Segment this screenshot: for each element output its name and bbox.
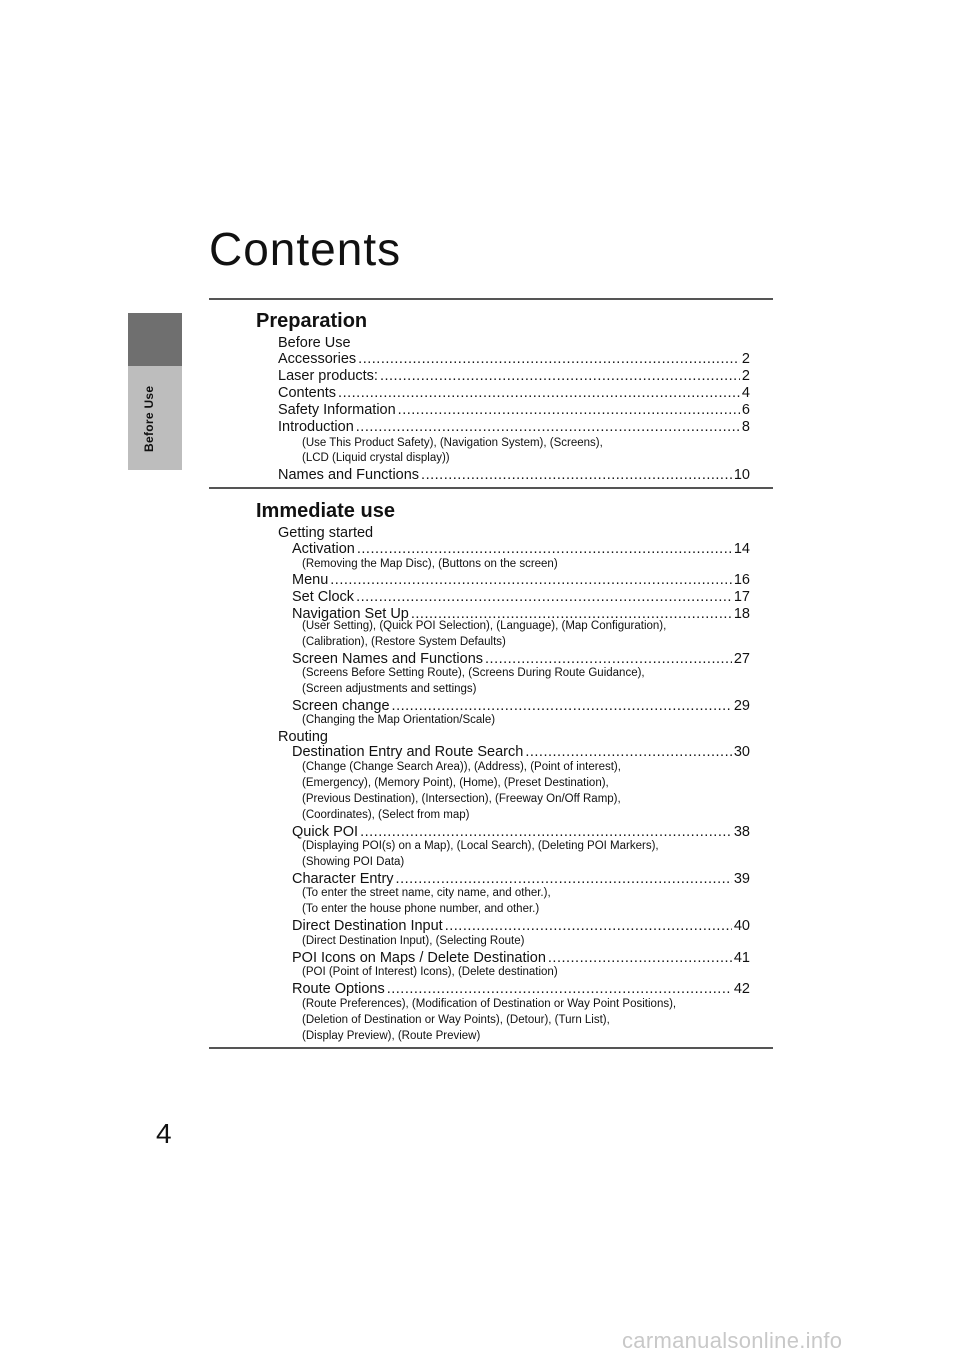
leader-dots <box>356 419 740 436</box>
toc-subtopics: (Screen adjustments and settings) <box>302 683 477 695</box>
toc-entry-label: Direct Destination Input <box>292 918 443 934</box>
group-heading-before-use: Before Use <box>278 335 351 351</box>
watermark: carmanualsonline.info <box>622 1328 843 1353</box>
toc-entry[interactable] <box>278 351 750 368</box>
leader-dots <box>398 402 740 419</box>
toc-entry[interactable] <box>292 918 750 935</box>
toc-entry[interactable] <box>292 589 750 606</box>
group-heading-routing: Routing <box>278 729 328 745</box>
toc-entry-page: 8 <box>741 419 750 435</box>
section-heading-immediate-use: Immediate use <box>256 500 395 522</box>
leader-dots <box>380 368 740 385</box>
toc-entry[interactable] <box>278 419 750 436</box>
toc-subtopics: (Display Preview), (Route Preview) <box>302 1030 481 1042</box>
toc-entry-label: Laser products: <box>278 368 378 384</box>
toc-subtopics: (Removing the Map Disc), (Buttons on the screen) <box>302 558 558 570</box>
toc-subtopics: (POI (Point of Interest) Icons), (Delete destination) <box>302 966 558 978</box>
toc-entry-page: 41 <box>733 950 750 966</box>
toc-entry-label: Route Options <box>292 981 385 997</box>
toc-entry-label: Set Clock <box>292 589 355 605</box>
toc-entry-page: 16 <box>733 572 750 588</box>
page-number: 4 <box>156 1118 172 1149</box>
toc-subtopics: (Previous Destination), (Intersection), (Freeway On/Off Ramp), <box>302 793 621 805</box>
toc-entry-page: 40 <box>733 918 750 934</box>
toc-entry-label: Contents <box>278 385 337 401</box>
toc-subtopics: (To enter the street name, city name, and other.), <box>302 887 551 899</box>
toc-subtopics: (Changing the Map Orientation/Scale) <box>302 714 496 726</box>
toc-entry-label: Character Entry <box>292 871 394 887</box>
toc-entry-label: Screen Names and Functions <box>292 651 484 667</box>
toc-subtopics: (Screens Before Setting Route), (Screens During Route Guidance), <box>302 667 645 679</box>
toc-entry[interactable] <box>278 467 750 484</box>
toc-subtopics: (Coordinates), (Select from map) <box>302 809 470 821</box>
toc-entry-label: Navigation Set Up <box>292 606 409 622</box>
toc-entry-page: 39 <box>733 871 750 887</box>
section-tab <box>128 313 182 366</box>
leader-dots <box>358 351 740 368</box>
toc-entry-label: Accessories <box>278 351 357 367</box>
toc-entry-page: 30 <box>733 744 750 760</box>
toc-subtopics: (Deletion of Destination or Way Points), (Detour), (Turn List), <box>302 1014 610 1026</box>
toc-entry[interactable] <box>278 368 750 385</box>
group-heading-getting-started: Getting started <box>278 525 374 541</box>
leader-dots <box>387 981 732 998</box>
toc-subtopics: (Showing POI Data) <box>302 856 405 868</box>
toc-entry-page: 38 <box>733 824 750 840</box>
toc-entry-page: 29 <box>733 698 750 714</box>
toc-entry-page: 2 <box>741 368 750 384</box>
toc-subtopics: (Change (Change Search Area)), (Address), (Point of interest), <box>302 761 621 773</box>
section-heading-preparation: Preparation <box>256 310 368 332</box>
toc-entry-label: Names and Functions <box>278 467 420 483</box>
toc-entry-page: 2 <box>741 351 750 367</box>
toc-subtopics: (Displaying POI(s) on a Map), (Local Search), (Deleting POI Markers), <box>302 840 659 852</box>
toc-subtopics: (Use This Product Safety), (Navigation System), (Screens), <box>302 437 603 449</box>
toc-entry-label: Activation <box>292 541 355 557</box>
toc-entry[interactable] <box>292 541 750 558</box>
toc-entry-label: Destination Entry and Route Search <box>292 744 524 760</box>
leader-dots <box>445 918 732 935</box>
leader-dots <box>356 589 732 606</box>
divider-top <box>209 298 773 300</box>
toc-entry-label: Safety Information <box>278 402 396 418</box>
toc-entry[interactable] <box>292 981 750 998</box>
toc-entry-label: POI Icons on Maps / Delete Destination <box>292 950 546 966</box>
toc-entry-label: Quick POI <box>292 824 359 840</box>
toc-subtopics: (Emergency), (Memory Point), (Home), (Preset Destination), <box>302 777 609 789</box>
toc-entry-page: 14 <box>733 541 750 557</box>
toc-entry-page: 27 <box>733 651 750 667</box>
toc-subtopics: (Route Preferences), (Modification of Destination or Way Point Positions), <box>302 998 677 1010</box>
divider-bottom <box>209 1047 773 1049</box>
toc-entry[interactable] <box>278 402 750 419</box>
section-tab-label: Before Use <box>142 385 156 452</box>
page-title: Contents <box>209 223 402 275</box>
toc-entry-page: 18 <box>733 606 750 622</box>
leader-dots <box>421 467 732 484</box>
toc-subtopics: (Calibration), (Restore System Defaults) <box>302 636 506 648</box>
toc-entry[interactable] <box>292 744 750 761</box>
divider-middle <box>209 487 773 489</box>
toc-entry-page: 17 <box>733 589 750 605</box>
toc-entry[interactable] <box>278 385 750 402</box>
toc-entry-label: Introduction <box>278 419 354 435</box>
leader-dots <box>330 572 732 589</box>
toc-entry-page: 42 <box>733 981 750 997</box>
toc-subtopics: (Direct Destination Input), (Selecting Route) <box>302 935 525 947</box>
toc-entry-page: 4 <box>741 385 750 401</box>
toc-subtopics: (LCD (Liquid crystal display)) <box>302 452 450 464</box>
leader-dots <box>525 744 732 761</box>
leader-dots <box>357 541 732 558</box>
toc-entry-page: 10 <box>733 467 750 483</box>
leader-dots <box>338 385 740 402</box>
toc-subtopics: (User Setting), (Quick POI Selection), (Language), (Map Configuration), <box>302 620 667 632</box>
toc-entry-label: Screen change <box>292 698 390 714</box>
toc-subtopics: (To enter the house phone number, and other.) <box>302 903 540 915</box>
toc-entry-label: Menu <box>292 572 329 588</box>
toc-entry-page: 6 <box>741 402 750 418</box>
toc-entry[interactable] <box>292 572 750 589</box>
leader-dots <box>548 950 732 967</box>
